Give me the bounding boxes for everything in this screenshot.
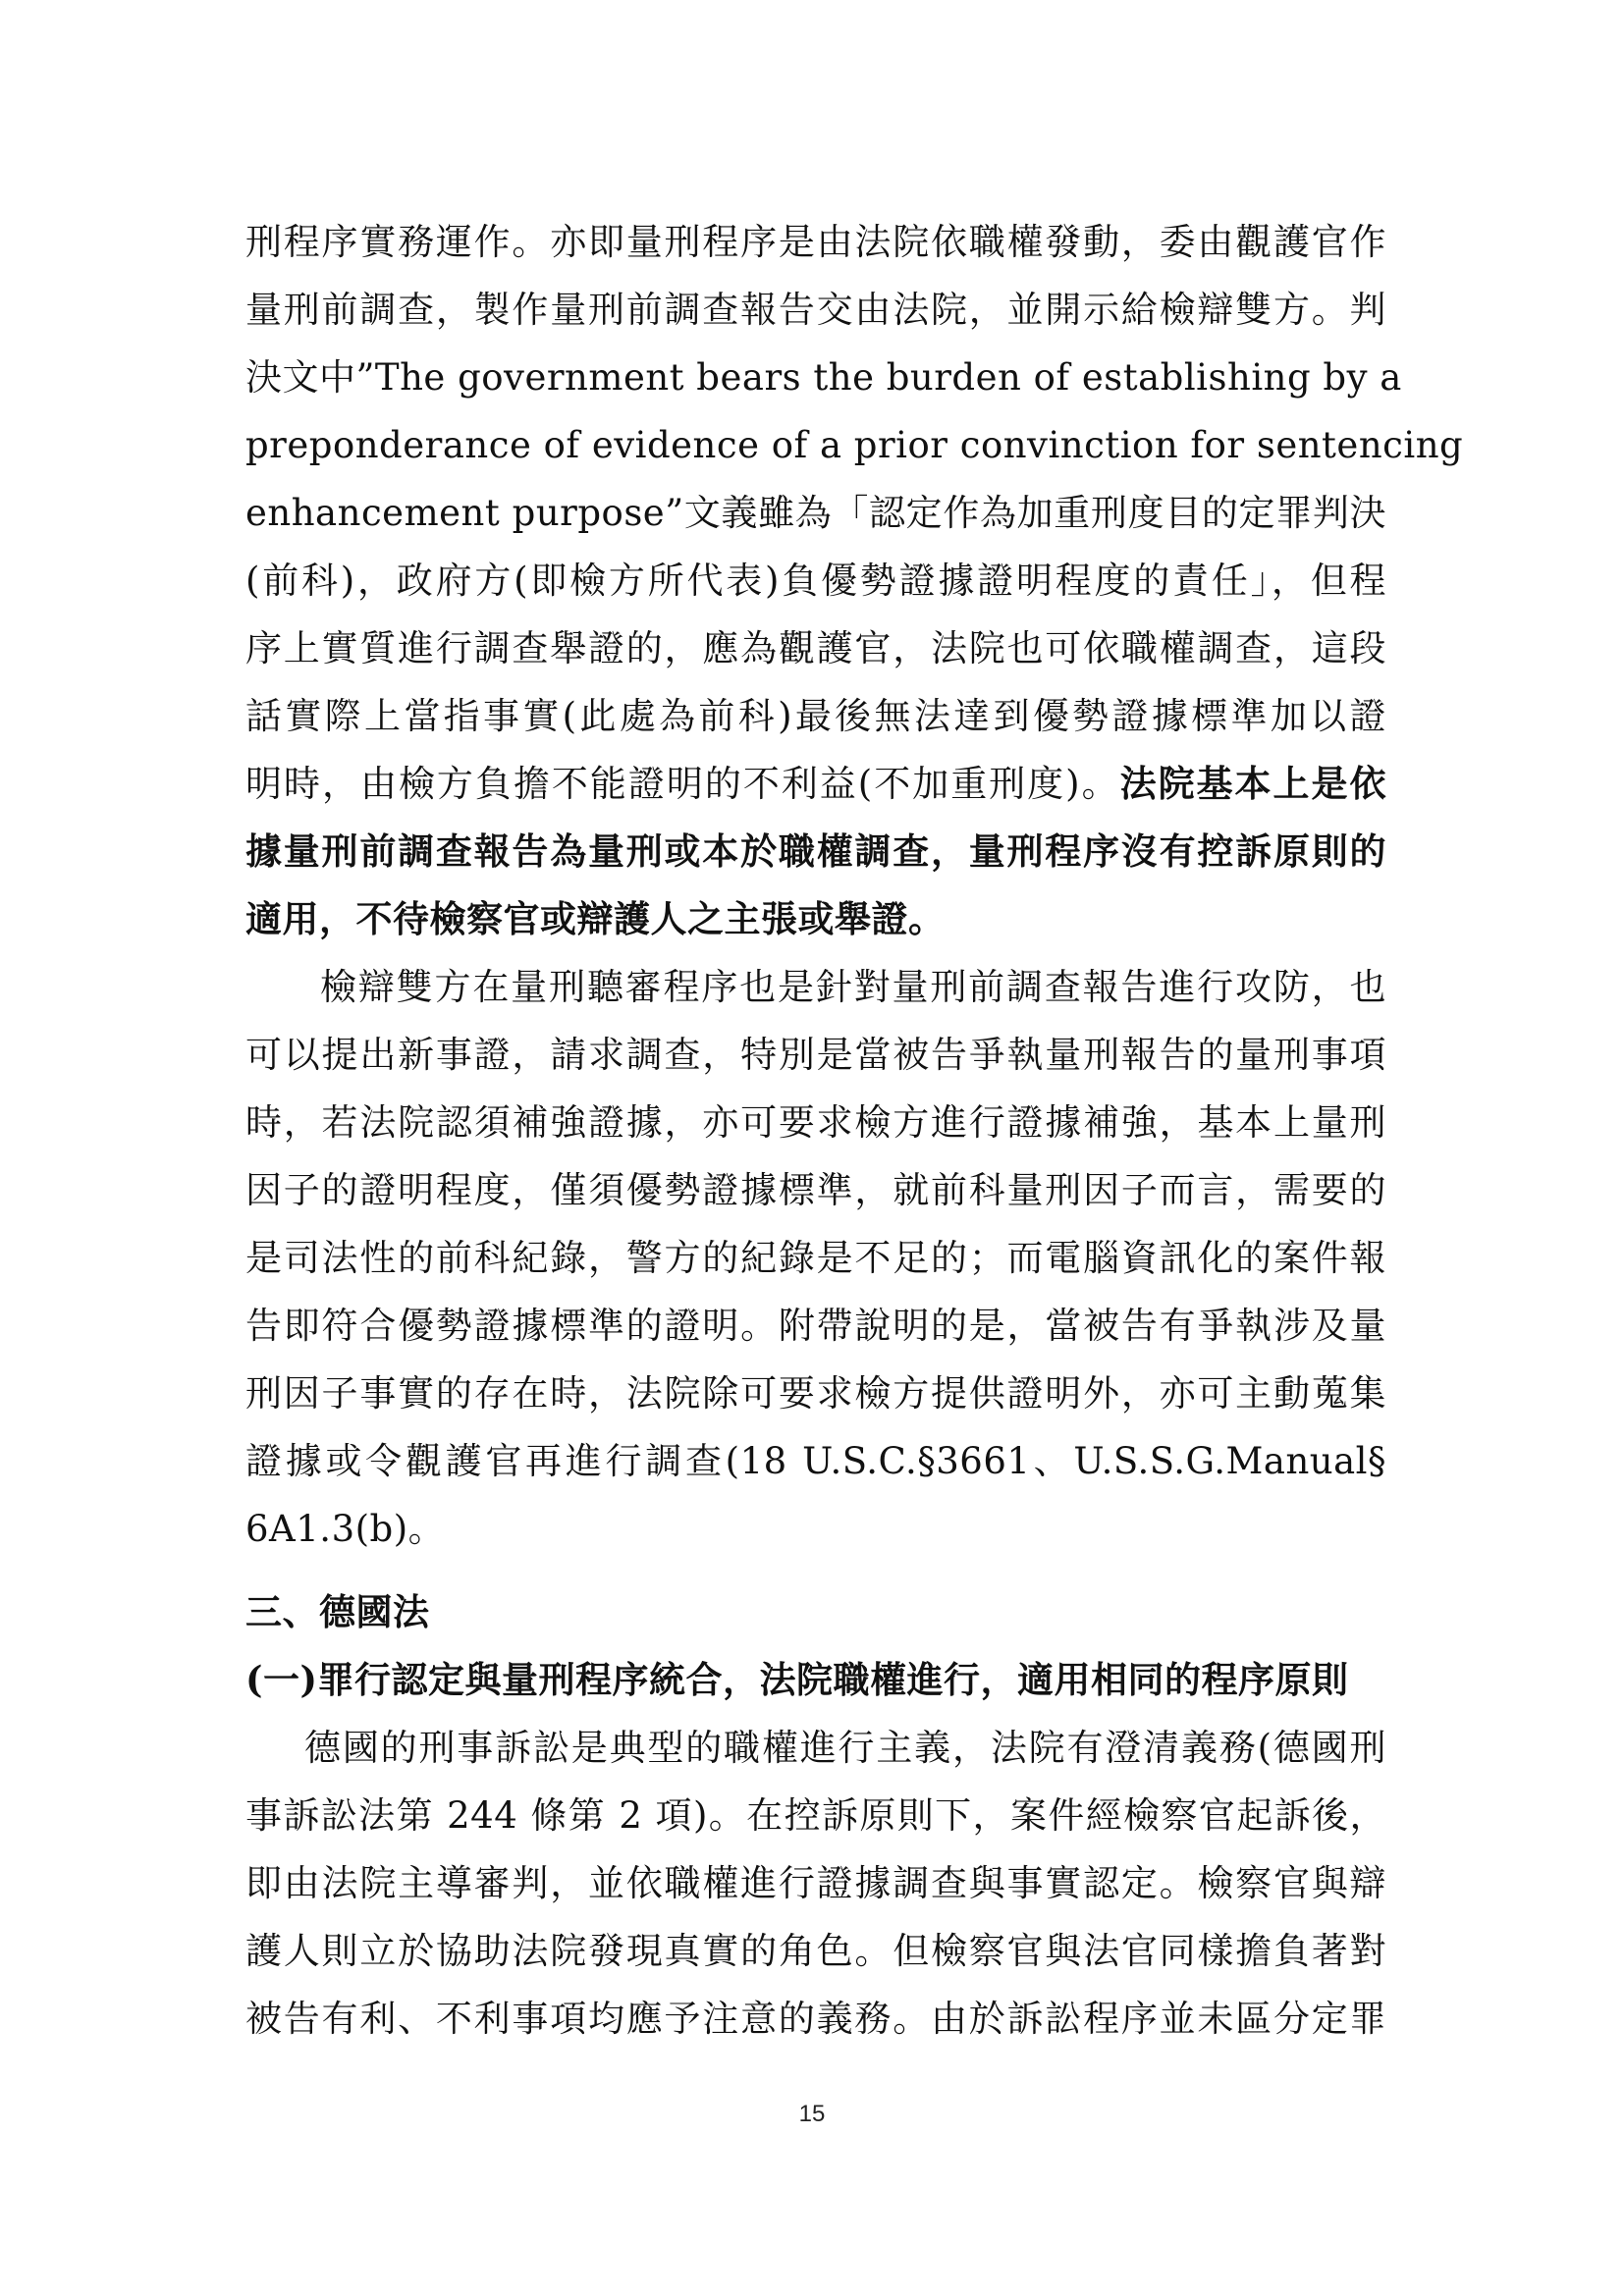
paragraph-2: [245, 953, 1386, 1563]
text-line: 量刑前調查，製作量刑前調查報告交由法院，並開示給檢辯雙方。判: [245, 289, 1386, 331]
text-line: 決文中”The government bears the burden of establishing by a: [245, 356, 1402, 399]
body-text: [245, 208, 1464, 2053]
text-line: 因子的證明程度，僅須優勢證據標準，就前科量刑因子而言，需要的: [245, 1169, 1386, 1211]
text-line: enhancement purpose”文義雖為「認定作為加重刑度目的定罪判決: [245, 492, 1386, 534]
subsection-heading: (一)罪行認定與量刑程序統合，法院職權進行，適用相同的程序原則: [245, 1658, 1349, 1701]
emphasized-line: 據量刑前調查報告為量刑或本於職權調查，量刑程序沒有控訴原則的: [245, 829, 1386, 873]
text-line: 事訴訟法第 244 條第 2 項)。在控訴原則下，案件經檢察官起訴後，: [245, 1794, 1386, 1837]
text-line: 即由法院主導審判，並依職權進行證據調查與事實認定。檢察官與辯: [245, 1862, 1386, 1904]
text-line: 證據或令觀護官再進行調查(18 U.S.C.§3661、U.S.S.G.Manual§: [245, 1440, 1386, 1482]
text-line: 告即符合優勢證據標準的證明。附帶說明的是，當被告有爭執涉及量: [245, 1305, 1386, 1347]
text-line: 護人則立於協助法院發現真實的角色。但檢察官與法官同樣擔負著對: [245, 1930, 1386, 1972]
text-line: 是司法性的前科紀錄，警方的紀錄是不足的；而電腦資訊化的案件報: [245, 1237, 1386, 1279]
emphasized-line: 適用，不待檢察官或辯護人之主張或舉證。: [245, 897, 946, 940]
text-line: 序上實質進行調查舉證的，應為觀護官，法院也可依職權調查，這段: [245, 627, 1386, 669]
text-line: 檢辯雙方在量刑聽審程序也是針對量刑前調查報告進行攻防，也: [320, 966, 1386, 1008]
paragraph-1: [245, 208, 1464, 953]
text-line: 6A1.3(b)。: [245, 1508, 446, 1550]
emphasized-text: 法院基本上是依: [1119, 762, 1387, 805]
paragraph-3: [245, 1714, 1386, 2053]
text-line: 話實際上當指事實(此處為前科)最後無法達到優勢證據標準加以證: [245, 695, 1386, 737]
text-line: 被告有利、不利事項均應予注意的義務。由於訴訟程序並未區分定罪: [245, 1998, 1386, 2040]
text-line: (前科)，政府方(即檢方所代表)負優勢證據證明程度的責任」，但程: [245, 560, 1386, 602]
text-line: 刑因子事實的存在時，法院除可要求檢方提供證明外，亦可主動蒐集: [245, 1372, 1386, 1415]
normal-text: 明時，由檢方負擔不能證明的不利益(不加重刑度)。: [245, 763, 1120, 805]
text-line: 時，若法院認須補強證據，亦可要求檢方進行證據補強，基本上量刑: [245, 1101, 1386, 1144]
section-heading: 三、德國法: [245, 1590, 430, 1633]
page-number: 15: [798, 2101, 826, 2127]
text-line: preponderance of evidence of a prior convinction for sentencing: [245, 424, 1464, 466]
text-line: 刑程序實務運作。亦即量刑程序是由法院依職權發動，委由觀護官作: [245, 221, 1386, 263]
text-line: 可以提出新事證，請求調查，特別是當被告爭執量刑報告的量刑事項: [245, 1034, 1386, 1076]
text-line: 德國的刑事訴訟是典型的職權進行主義，法院有澄清義務(德國刑: [304, 1727, 1386, 1769]
text-line-mixed: [245, 750, 1386, 818]
